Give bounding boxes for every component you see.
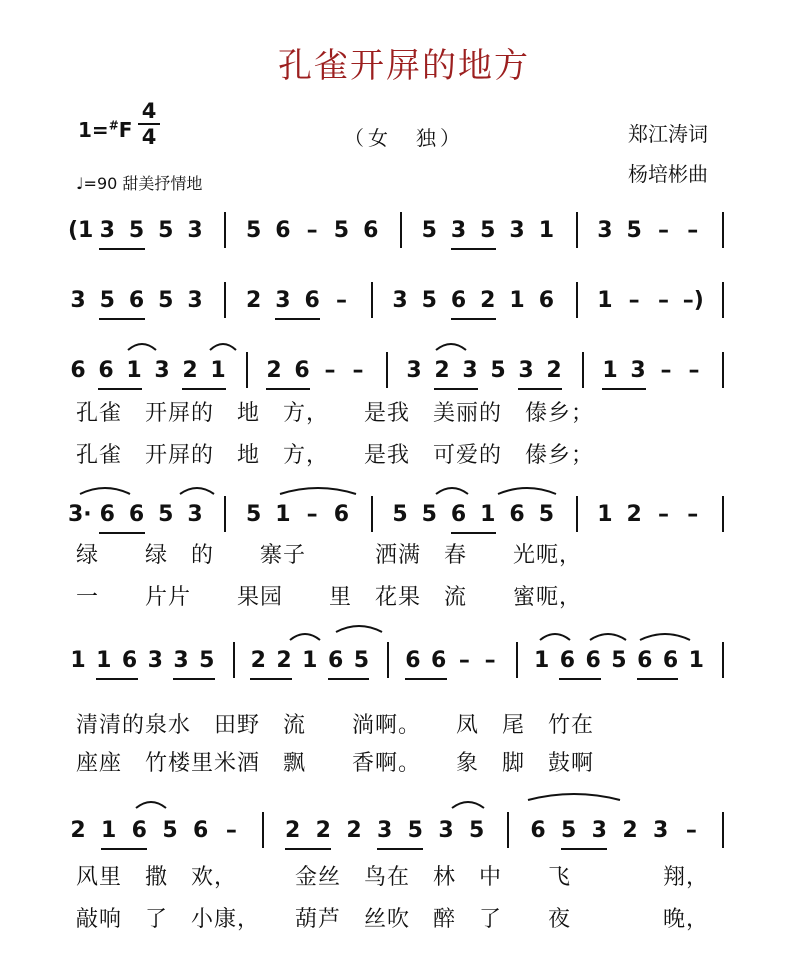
note: 3 <box>450 218 467 243</box>
note: 6 <box>509 502 525 527</box>
note: 3 <box>518 358 534 383</box>
note: 6 <box>585 648 601 673</box>
slur-mark <box>210 344 236 350</box>
note: 2 <box>250 648 266 673</box>
note: 3 <box>406 358 422 383</box>
slur-mark <box>80 488 130 494</box>
note: 6 <box>363 218 379 243</box>
beam-underline <box>99 248 144 250</box>
note: 5 <box>469 818 485 843</box>
note: 1 <box>534 648 550 673</box>
note: 2 <box>245 288 262 313</box>
slur-mark <box>280 488 356 494</box>
note: 5 <box>490 358 506 383</box>
note: 6 <box>405 648 421 673</box>
note: – <box>225 818 237 843</box>
note: 3 <box>591 818 607 843</box>
note: 5 <box>421 288 437 313</box>
lyric-line: 风里 撒 欢， 金丝 鸟在 林 中 飞 翔， <box>76 865 710 890</box>
staff-row <box>0 358 808 398</box>
note: 1 <box>509 288 525 313</box>
note: 5 <box>245 218 262 243</box>
lyric-line: 座座 竹楼里米酒 飘 香啊。 象 脚 鼓啊 <box>76 751 595 776</box>
note: 2 <box>626 502 642 527</box>
beam-underline <box>561 848 608 850</box>
performance-mode: （女 独） <box>344 126 464 150</box>
barline <box>400 212 402 248</box>
slur-mark <box>290 634 320 640</box>
note: 5 <box>333 218 350 243</box>
barline <box>507 812 509 848</box>
barline <box>233 642 235 678</box>
note: 6 <box>128 502 145 527</box>
note: 6 <box>637 648 653 673</box>
key-prefix: 1= <box>78 118 109 142</box>
note: – <box>660 358 672 383</box>
barline <box>722 352 724 388</box>
note: 5 <box>158 288 174 313</box>
note: 2 <box>266 358 282 383</box>
note: 3 <box>653 818 669 843</box>
note: 2 <box>480 288 496 313</box>
note: 2 <box>315 818 331 843</box>
barline <box>224 496 226 532</box>
note: 3 <box>187 502 203 527</box>
note: 6 <box>538 288 555 313</box>
lyric-line: 孔雀 开屏的 地 方， 是我 美丽的 傣乡； <box>76 401 595 426</box>
note: 6 <box>304 288 320 313</box>
staff-row <box>0 502 808 542</box>
tempo-text: =90 甜美抒情地 <box>83 174 203 193</box>
note: 3 <box>187 288 203 313</box>
note: 3 <box>99 218 115 243</box>
beam-underline <box>451 248 496 250</box>
note: 3 <box>187 218 203 243</box>
note: 1 <box>597 288 613 313</box>
note: 2 <box>546 358 562 383</box>
barline <box>262 812 264 848</box>
lyric-line: 一 片片 果园 里 花果 流 蜜呃， <box>76 585 583 610</box>
staff-row <box>0 218 808 258</box>
note: 6 <box>450 288 467 313</box>
note: 2 <box>285 818 301 843</box>
note: 5 <box>421 502 437 527</box>
note: – <box>335 288 347 313</box>
note: 1 <box>688 648 704 673</box>
note: (1 <box>68 218 94 243</box>
note: 1 <box>538 218 555 243</box>
slur-mark <box>180 488 214 494</box>
barline <box>576 212 578 248</box>
note: 1 <box>480 502 496 527</box>
beam-underline <box>518 388 562 390</box>
note: 6 <box>275 218 291 243</box>
beam-underline <box>250 678 292 680</box>
slur-mark <box>336 626 382 632</box>
staff-row <box>0 818 808 858</box>
slur-mark <box>540 634 570 640</box>
staff-row <box>0 288 808 328</box>
barline <box>371 496 373 532</box>
note: 3 <box>377 818 393 843</box>
note: – <box>306 502 318 527</box>
barline <box>582 352 584 388</box>
note: 3· <box>68 502 92 527</box>
beam-underline <box>285 848 332 850</box>
note: 6 <box>131 818 147 843</box>
beam-underline <box>434 388 478 390</box>
note: 3 <box>147 648 163 673</box>
lyric-line: 敲响 了 小康， 葫芦 丝吹 醉 了 夜 晚， <box>76 907 710 932</box>
note: 5 <box>158 218 174 243</box>
note: – <box>324 358 336 383</box>
note: 5 <box>561 818 577 843</box>
staff-row <box>0 648 808 688</box>
beam-underline <box>405 678 447 680</box>
slur-mark <box>498 488 556 494</box>
note: 1 <box>126 358 142 383</box>
note: –) <box>682 288 704 313</box>
note: 3 <box>392 288 408 313</box>
note: 5 <box>538 502 555 527</box>
beam-underline <box>101 848 148 850</box>
beam-underline <box>559 678 601 680</box>
meter-bottom: 4 <box>141 125 157 149</box>
beam-underline <box>96 678 138 680</box>
barline <box>722 212 724 248</box>
note: 6 <box>430 648 447 673</box>
note: 6 <box>662 648 679 673</box>
note: – <box>687 502 699 527</box>
note: 6 <box>450 502 467 527</box>
note: 1 <box>302 648 318 673</box>
barline <box>224 282 226 318</box>
beam-underline <box>451 532 496 534</box>
note: 5 <box>353 648 370 673</box>
note: – <box>484 648 496 673</box>
slur-mark <box>590 634 626 640</box>
note: 3 <box>462 358 478 383</box>
note: – <box>306 218 318 243</box>
note: 1 <box>602 358 618 383</box>
note: 2 <box>276 648 292 673</box>
composer-credit: 杨培彬曲 <box>628 162 708 186</box>
note: – <box>687 218 699 243</box>
barline <box>576 282 578 318</box>
beam-underline <box>173 678 215 680</box>
note: – <box>688 358 700 383</box>
note: 5 <box>245 502 262 527</box>
slur-mark <box>640 634 690 640</box>
note: 6 <box>121 648 138 673</box>
note: 6 <box>193 818 209 843</box>
beam-underline <box>637 678 679 680</box>
beam-underline <box>451 318 496 320</box>
note: 3 <box>70 288 86 313</box>
note: 1 <box>275 502 291 527</box>
note: 3 <box>509 218 525 243</box>
note: – <box>685 818 697 843</box>
lyricist-credit: 郑江涛词 <box>628 122 708 146</box>
barline <box>516 642 518 678</box>
barline <box>224 212 226 248</box>
beam-underline <box>275 318 320 320</box>
beam-underline <box>98 388 142 390</box>
note: – <box>352 358 364 383</box>
note: 1 <box>96 648 112 673</box>
note: 3 <box>630 358 646 383</box>
note: 2 <box>182 358 198 383</box>
page-title: 孔雀开屏的地方 <box>278 46 530 86</box>
note: 2 <box>70 818 86 843</box>
note: 6 <box>70 358 86 383</box>
note: 6 <box>98 358 114 383</box>
note: 3 <box>438 818 454 843</box>
note: 3 <box>275 288 291 313</box>
note: 5 <box>99 288 115 313</box>
note: 1 <box>70 648 86 673</box>
note: 3 <box>154 358 170 383</box>
lyric-line: 清清的泉水 田野 流 淌啊。 凤 尾 竹在 <box>76 713 595 738</box>
lyric-line: 孔雀 开屏的 地 方， 是我 可爱的 傣乡； <box>76 443 595 468</box>
tempo-marking <box>76 171 202 194</box>
meter-top: 4 <box>141 99 157 123</box>
lyric-line: 绿 绿 的 寨子 洒满 春 光呃， <box>76 543 583 568</box>
sharp-sign: # <box>108 118 119 133</box>
barline <box>722 642 724 678</box>
slur-mark <box>136 802 166 808</box>
note: 1 <box>210 358 226 383</box>
quarter-note-icon: ♩ <box>76 174 84 193</box>
note: 1 <box>597 502 613 527</box>
note: 5 <box>626 218 642 243</box>
barline <box>371 282 373 318</box>
note: 6 <box>99 502 115 527</box>
beam-underline <box>99 318 144 320</box>
note: 5 <box>162 818 178 843</box>
barline <box>386 352 388 388</box>
note: 6 <box>327 648 344 673</box>
key-note: F <box>118 118 133 142</box>
note: 5 <box>421 218 437 243</box>
barline <box>722 496 724 532</box>
note: – <box>628 288 640 313</box>
note: 2 <box>622 818 638 843</box>
slur-mark <box>436 488 468 494</box>
slur-mark <box>436 344 466 350</box>
note: 5 <box>128 218 145 243</box>
beam-underline <box>99 532 144 534</box>
slur-mark <box>528 794 620 800</box>
note: 2 <box>346 818 362 843</box>
beam-underline <box>602 388 646 390</box>
note: 5 <box>407 818 423 843</box>
note: 5 <box>480 218 496 243</box>
slur-mark <box>452 802 484 808</box>
barline <box>246 352 248 388</box>
note: – <box>458 648 470 673</box>
note: 5 <box>199 648 215 673</box>
note: 6 <box>559 648 576 673</box>
note: – <box>657 288 669 313</box>
note: 6 <box>294 358 310 383</box>
note: 5 <box>611 648 627 673</box>
note: 3 <box>173 648 189 673</box>
barline <box>722 282 724 318</box>
beam-underline <box>266 388 310 390</box>
note: 5 <box>392 502 408 527</box>
note: 3 <box>597 218 613 243</box>
beam-underline <box>182 388 226 390</box>
note: – <box>657 502 669 527</box>
note: 2 <box>434 358 450 383</box>
slur-mark <box>128 344 156 350</box>
beam-underline <box>328 678 370 680</box>
note: 5 <box>158 502 174 527</box>
note: – <box>657 218 669 243</box>
note: 6 <box>128 288 145 313</box>
note: 6 <box>530 818 546 843</box>
barline <box>722 812 724 848</box>
barline <box>387 642 389 678</box>
barline <box>576 496 578 532</box>
note: 1 <box>101 818 117 843</box>
beam-underline <box>377 848 424 850</box>
note: 6 <box>333 502 350 527</box>
